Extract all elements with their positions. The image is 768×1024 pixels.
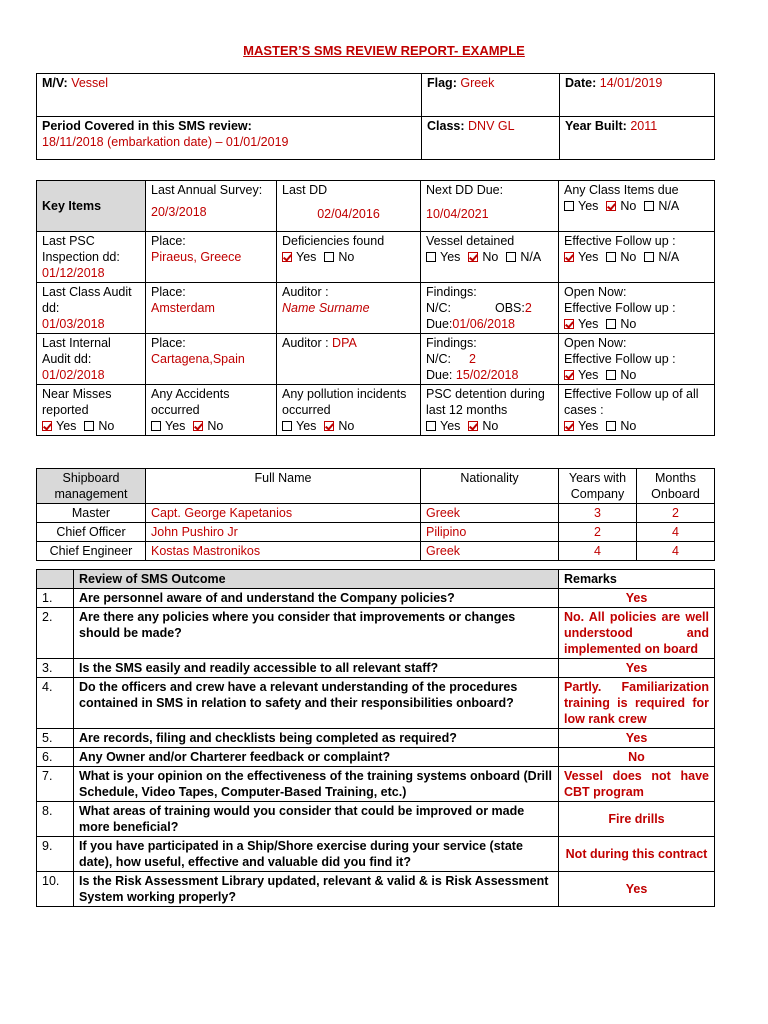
psc-cell: Last PSC Inspection dd: 01/12/2018: [37, 232, 146, 283]
report-date: 14/01/2019: [599, 76, 663, 90]
date-cell: Date: 14/01/2019: [560, 74, 715, 117]
table-row: 2. Are there any policies where you consider that improvements or changes should be made? No. All policies are well understood and implemented on board: [37, 608, 715, 659]
psc-place-cell: Place: Piraeus, Greece: [146, 232, 277, 283]
checked-checkbox-icon[interactable]: [468, 252, 478, 262]
table-row: Chief Engineer Kostas Mastronikos Greek 4 4: [37, 542, 715, 561]
checked-checkbox-icon[interactable]: [193, 421, 203, 431]
checkbox-icon[interactable]: [426, 252, 436, 262]
key-items-table: [36, 180, 715, 436]
table-row: 9. If you have participated in a Ship/Shore exercise during your service (state date), how useful, effective and valuable did you find it? Not during this contract: [37, 837, 715, 872]
checkbox-icon[interactable]: [606, 252, 616, 262]
table-row: Master Capt. George Kapetanios Greek 3 2: [37, 504, 715, 523]
vessel-info-table: [36, 73, 715, 160]
checkbox-icon[interactable]: [564, 201, 574, 211]
class-audit-cell: Last Class Audit dd: 01/03/2018: [37, 283, 146, 334]
checked-checkbox-icon[interactable]: [42, 421, 52, 431]
period-value: 18/11/2018 (embarkation date) – 01/01/2019: [42, 135, 289, 149]
checked-checkbox-icon[interactable]: [564, 319, 574, 329]
deficiencies-cell: Deficiencies found Yes No: [277, 232, 421, 283]
remarks-header: Remarks: [559, 570, 715, 589]
annual-survey-value: 20/3/2018: [151, 205, 207, 219]
review-header: Review of SMS Outcome: [74, 570, 559, 589]
next-dd-cell: Next DD Due: 10/04/2021: [421, 181, 559, 232]
obs-count: 2: [524, 301, 532, 315]
next-dd-value: 10/04/2021: [426, 207, 489, 221]
checked-checkbox-icon[interactable]: [468, 421, 478, 431]
checked-checkbox-icon[interactable]: [564, 421, 574, 431]
checkbox-icon[interactable]: [282, 421, 292, 431]
crew-header-nationality: Nationality: [421, 469, 559, 504]
key-items-header: Key Items: [37, 181, 146, 232]
internal-place-cell: Place: Cartagena,Spain: [146, 334, 277, 385]
crew-header-name: Full Name: [146, 469, 421, 504]
checkbox-icon[interactable]: [644, 201, 654, 211]
internal-auditor: DPA: [332, 336, 357, 350]
crew-header-months: Months Onboard: [637, 469, 715, 504]
checked-checkbox-icon[interactable]: [606, 201, 616, 211]
internal-audit-date: 01/02/2018: [42, 368, 105, 382]
class-audit-date: 01/03/2018: [42, 317, 105, 331]
psc-follow-cell: Effective Follow up : Yes No N/A: [559, 232, 715, 283]
class-audit-place: Amsterdam: [151, 301, 215, 315]
year-built-value: 2011: [630, 119, 658, 133]
report-title: MASTER’S SMS REVIEW REPORT- EXAMPLE: [243, 43, 525, 58]
checkbox-icon[interactable]: [606, 421, 616, 431]
checkbox-icon[interactable]: [84, 421, 94, 431]
crew-table: [36, 468, 715, 561]
internal-open-cell: Open Now: Effective Follow up : Yes No: [559, 334, 715, 385]
class-value: DNV GL: [468, 119, 515, 133]
table-row: 4. Do the officers and crew have a relevant understanding of the procedures contained in SMS in relation to safety and their responsibilities onboard? Partly. Familiarization training is required for low rank crew: [37, 678, 715, 729]
accidents-cell: Any Accidents occurred Yes No: [146, 385, 277, 436]
checked-checkbox-icon[interactable]: [564, 252, 574, 262]
checkbox-icon[interactable]: [151, 421, 161, 431]
checkbox-icon[interactable]: [426, 421, 436, 431]
class-auditor-name: Name Surname: [282, 301, 370, 315]
internal-due-date: 15/02/2018: [455, 368, 519, 382]
checkbox-icon[interactable]: [506, 252, 516, 262]
psc-detention-cell: PSC detention during last 12 months Yes No: [421, 385, 559, 436]
checkbox-icon[interactable]: [644, 252, 654, 262]
class-auditor-cell: Auditor : Name Surname: [277, 283, 421, 334]
checkbox-icon[interactable]: [606, 319, 616, 329]
internal-findings-cell: Findings: N/C: 2 Due: 15/02/2018: [421, 334, 559, 385]
follow-all-cell: Effective Follow up of all cases : Yes No: [559, 385, 715, 436]
table-row: 5. Are records, filing and checklists being completed as required? Yes: [37, 729, 715, 748]
period-cell: Period Covered in this SMS review: 18/11/2018 (embarkation date) – 01/01/2019: [37, 117, 422, 160]
checkbox-icon[interactable]: [606, 370, 616, 380]
detained-cell: Vessel detained Yes No N/A: [421, 232, 559, 283]
near-misses-cell: Near Misses reported Yes No: [37, 385, 146, 436]
class-items-cell: Any Class Items due Yes No N/A: [559, 181, 715, 232]
table-row: Chief Officer John Pushiro Jr Pilipino 2 4: [37, 523, 715, 542]
table-row: 6. Any Owner and/or Charterer feedback or complaint? No: [37, 748, 715, 767]
mv-cell: M/V: Vessel: [37, 74, 422, 117]
checked-checkbox-icon[interactable]: [282, 252, 292, 262]
sms-review-table: [36, 569, 715, 907]
flag-cell: Flag: Greek: [422, 74, 560, 117]
pollution-cell: Any pollution incidents occurred Yes No: [277, 385, 421, 436]
class-cell: Class: DNV GL: [422, 117, 560, 160]
internal-auditor-cell: Auditor : DPA: [277, 334, 421, 385]
checkbox-icon[interactable]: [324, 252, 334, 262]
table-row: 1. Are personnel aware of and understand the Company policies? Yes: [37, 589, 715, 608]
year-built-cell: Year Built: 2011: [560, 117, 715, 160]
psc-place: Piraeus, Greece: [151, 250, 242, 264]
class-due-date: 01/06/2018: [452, 317, 515, 331]
table-row: 10. Is the Risk Assessment Library updated, relevant & valid & is Risk Assessment System working properly? Yes: [37, 872, 715, 907]
psc-date: 01/12/2018: [42, 266, 105, 280]
annual-survey-cell: Last Annual Survey: 20/3/2018: [146, 181, 277, 232]
checked-checkbox-icon[interactable]: [564, 370, 574, 380]
checked-checkbox-icon[interactable]: [324, 421, 334, 431]
vessel-name: Vessel: [71, 76, 109, 90]
last-dd-cell: Last DD 02/04/2016: [277, 181, 421, 232]
class-audit-place-cell: Place: Amsterdam: [146, 283, 277, 334]
table-row: 3. Is the SMS easily and readily accessible to all relevant staff? Yes: [37, 659, 715, 678]
table-row: 8. What areas of training would you consider that could be improved or made more beneficial? Fire drills: [37, 802, 715, 837]
last-dd-value: 02/04/2016: [317, 207, 380, 221]
class-open-cell: Open Now: Effective Follow up : Yes No: [559, 283, 715, 334]
nc-count: 2: [469, 352, 476, 366]
internal-audit-cell: Last Internal Audit dd: 01/02/2018: [37, 334, 146, 385]
crew-header-years: Years with Company: [559, 469, 637, 504]
flag-value: Greek: [460, 76, 495, 90]
class-findings-cell: Findings: N/C: OBS:2 Due:01/06/2018: [421, 283, 559, 334]
crew-header-role: Shipboard management: [37, 469, 146, 504]
internal-place: Cartagena,Spain: [151, 352, 245, 366]
table-row: 7. What is your opinion on the effectiveness of the training systems onboard (Drill Schedule, Video Tapes, Computer-Based Training, etc.) Vessel does not have CBT program: [37, 767, 715, 802]
